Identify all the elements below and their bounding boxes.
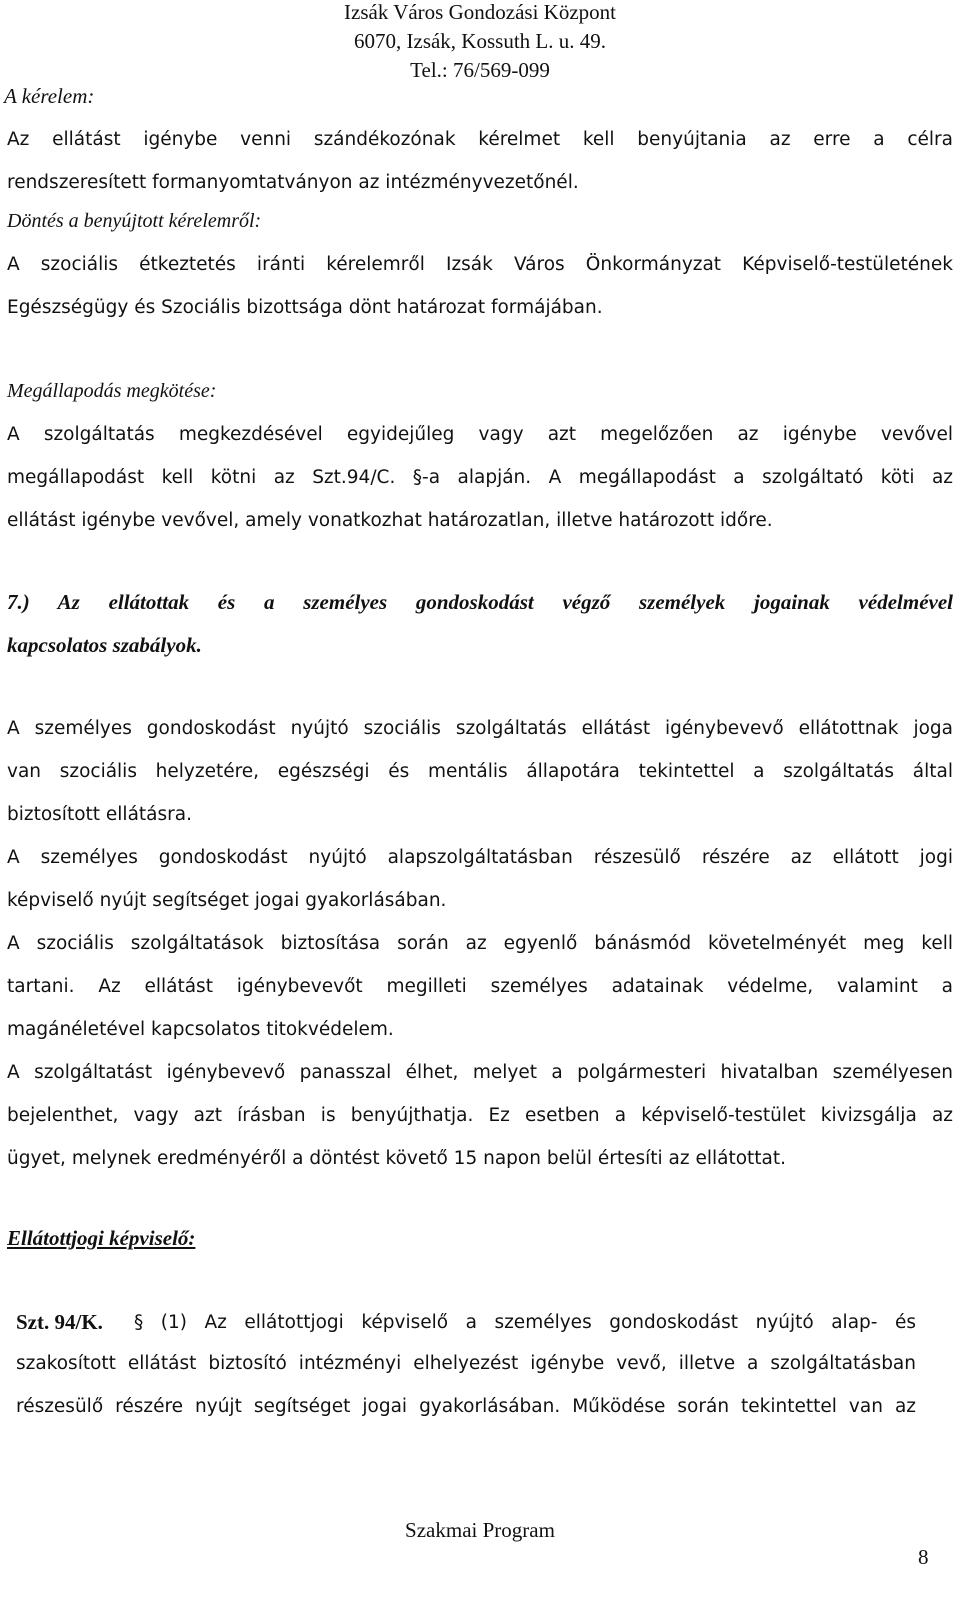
megallapodas-line-1: A szolgáltatás megkezdésével egyidejűleg vagy azt megelőzően az igénybe vevővel — [7, 424, 953, 445]
footer-program: Szakmai Program — [405, 1518, 555, 1542]
section-heading-kerelem: A kérelem: — [4, 84, 95, 108]
page-number: 8 — [918, 1545, 929, 1569]
section-heading-ellatottjogi: Ellátottjogi képviselő: — [7, 1226, 196, 1250]
megallapodas-line-2: megállapodást kell kötni az Szt.94/C. §-a alapján. A megállapodást a szolgáltató köti az — [7, 467, 953, 488]
header-phone: Tel.: 76/569-099 — [410, 58, 550, 82]
header-address: 6070, Izsák, Kossuth L. u. 49. — [354, 29, 606, 53]
dontes-line-1: A szociális étkeztetés iránti kérelemről Izsák Város Önkormányzat Képviselő-testületének — [7, 254, 953, 275]
body-line-9: A szolgáltatást igénybevevő panasszal élhet, melyet a polgármesteri hivatalban személyesen — [7, 1062, 953, 1083]
body-line-2: van szociális helyzetére, egészségi és mentális állapotára tekintettel a szolgáltatás által — [7, 761, 953, 782]
body-line-6: A szociális szolgáltatások biztosítása során az egyenlő bánásmód követelményét meg kell — [7, 933, 953, 954]
body-line-7: tartani. Az ellátást igénybevevőt megilleti személyes adatainak védelme, valamint a — [7, 976, 953, 997]
header-org: Izsák Város Gondozási Központ — [344, 0, 616, 24]
dontes-line-2: Egészségügy és Szociális bizottsága dönt határozat formájában. — [7, 297, 603, 318]
body-line-5: képviselő nyújt segítséget jogai gyakorlásában. — [7, 890, 447, 911]
body-line-1: A személyes gondoskodást nyújtó szociális szolgáltatás ellátást igénybevevő ellátottnak joga — [7, 718, 953, 739]
kerelem-line-2: rendszeresített formanyomtatványon az intézményvezetőnél. — [7, 172, 579, 193]
body-line-4: A személyes gondoskodást nyújtó alapszolgáltatásban részesülő részére az ellátott jogi — [7, 847, 953, 868]
megallapodas-line-3: ellátást igénybe vevővel, amely vonatkozhat határozatlan, illetve határozott időre. — [7, 510, 773, 531]
ellatottjogi-line-2: szakosított ellátást biztosító intézményi elhelyezést igénybe vevő, illetve a szolgáltatásban — [16, 1353, 916, 1374]
body-line-10: bejelenthet, vagy azt írásban is benyújthatja. Ez esetben a képviselő-testület kivizsgálja az — [7, 1105, 953, 1126]
body-line-8: magánéletével kapcsolatos titokvédelem. — [7, 1019, 394, 1040]
ellatottjogi-line-3: részesülő részére nyújt segítséget jogai gyakorlásában. Működése során tekintettel van az — [16, 1396, 916, 1417]
section-reference: Szt. 94/K. — [16, 1310, 103, 1334]
section-7-title-line-1: 7.) Az ellátottak és a személyes gondoskodást végző személyek jogainak védelmével — [7, 590, 953, 614]
section-heading-megallapodas: Megállapodás megkötése: — [7, 380, 217, 402]
kerelem-line-1: Az ellátást igénybe venni szándékozónak kérelmet kell benyújtania az erre a célra — [7, 129, 953, 150]
body-line-11: ügyet, melynek eredményéről a döntést követő 15 napon belül értesíti az ellátottat. — [7, 1148, 786, 1169]
section-7-title-line-2: kapcsolatos szabályok. — [7, 633, 202, 657]
ellatottjogi-line-1: § (1) Az ellátottjogi képviselő a személyes gondoskodást nyújtó alap- és — [134, 1312, 916, 1333]
body-line-3: biztosított ellátásra. — [7, 804, 192, 825]
section-heading-dontes: Döntés a benyújtott kérelemről: — [7, 210, 262, 232]
